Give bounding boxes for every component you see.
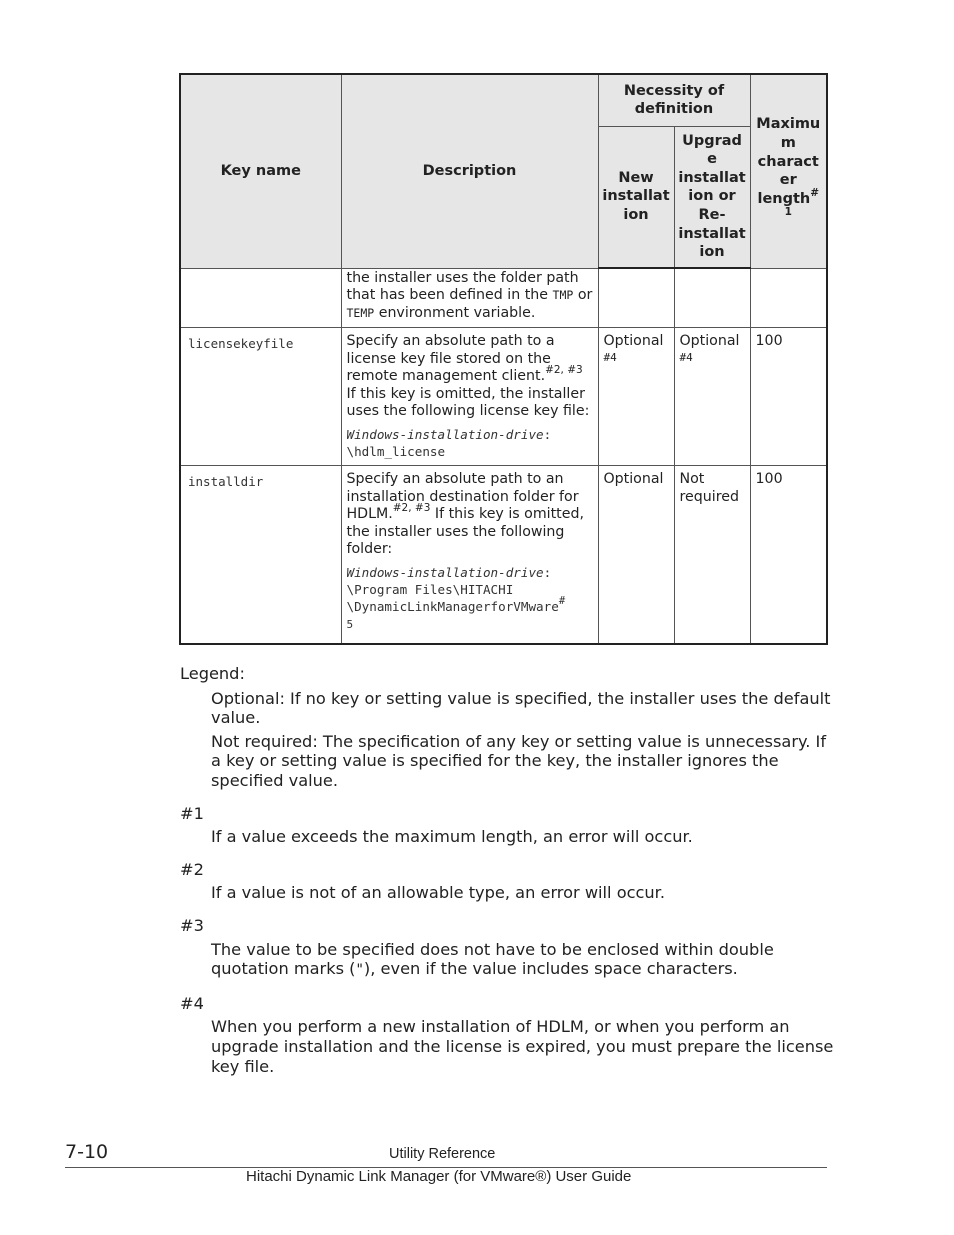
note-2-text: If a value is not of an allowable type, an error will occur.	[211, 883, 665, 903]
example-drive: Windows-installation-drive	[346, 426, 544, 442]
example-path-line: \hdlm_license	[346, 443, 446, 459]
example-path	[347, 564, 593, 633]
example-path-line: \DynamicLinkManagerforVMware	[346, 598, 559, 614]
legend-optional: Optional: If no key or setting value is specified, the installer uses the default value.	[211, 688, 831, 728]
key-definition-table	[179, 73, 828, 645]
footer-section-title: Utility Reference	[389, 1146, 496, 1162]
header-upgrade: Upgrad e installat ion or Re-installat ion	[674, 126, 750, 268]
example-path	[347, 426, 593, 460]
note-4-text: When you perform a new installation of HDLM, or when you perform an upgrade installation and the license is expired, you must prepare the license key file.	[211, 1017, 834, 1076]
header-necessity: Necessity of definition	[598, 74, 750, 126]
desc-text: Specify an absolute path to a license key file stored on the remote management client.	[346, 333, 555, 384]
table-row	[180, 466, 827, 644]
cell-max: 100	[750, 328, 827, 466]
footer-guide-title: Hitachi Dynamic Link Manager (for VMware®) User Guide	[246, 1168, 632, 1185]
desc-sup: #2, #3	[392, 502, 431, 515]
cell-upgrade: Not required	[674, 466, 750, 644]
example-drive: Windows-installation-drive	[346, 564, 544, 580]
new-value: Optional	[603, 333, 664, 349]
example-colon: :	[543, 426, 552, 442]
desc-text: Specify an absolute path to an installation destination folder for HDLM.	[346, 471, 579, 522]
table-row	[180, 268, 827, 328]
desc-sup: #2, #3	[545, 364, 583, 377]
header-max-length	[750, 74, 827, 268]
note-4-label: #4	[180, 993, 204, 1013]
header-description: Description	[341, 74, 598, 268]
desc-text: If this key is omitted, the installer uses the following folder:	[346, 506, 584, 557]
example-note-number: 5	[346, 617, 354, 631]
cell-key: licensekeyfile	[180, 328, 341, 466]
note-1-text: If a value exceeds the maximum length, an error will occur.	[211, 827, 693, 847]
note-3-text-a: The value to be specified does not have to be enclosed within double quotation marks (	[211, 939, 774, 979]
quote-char: "	[355, 962, 364, 979]
note-3-label: #3	[180, 915, 204, 935]
cell-max: 100	[750, 466, 827, 644]
cell-key: installdir	[180, 466, 341, 644]
desc-text: If this key is omitted, the installer uses the following license key file:	[346, 385, 590, 419]
new-note: #4	[603, 350, 617, 364]
cell-upgrade	[674, 328, 750, 466]
note-1-label: #1	[180, 803, 204, 823]
note-3-text	[211, 940, 840, 981]
table-row	[180, 328, 827, 466]
example-path-line: \Program Files\HITACHI	[346, 581, 514, 597]
cell-description	[341, 328, 598, 466]
page-number: 7-10	[65, 1141, 109, 1163]
cell-description	[341, 466, 598, 644]
upgrade-note: #4	[679, 350, 693, 364]
desc-text: environment variable.	[374, 304, 536, 321]
example-sup: #	[558, 595, 566, 608]
cell-new-empty	[598, 268, 674, 328]
cell-key-empty	[180, 268, 341, 328]
cell-description	[341, 268, 598, 328]
upgrade-value: Optional	[679, 333, 740, 349]
cell-new	[598, 328, 674, 466]
temp-code: TEMP	[346, 305, 375, 320]
cell-new: Optional	[598, 466, 674, 644]
notes-section	[180, 664, 840, 1076]
header-new-install: New installat ion	[598, 126, 674, 268]
example-colon: :	[543, 564, 552, 580]
tmp-code: TMP	[552, 288, 574, 302]
header-max-length-text: Maximu m charact er length	[756, 116, 821, 207]
desc-text: the installer uses the folder path that has been defined in the	[346, 269, 579, 303]
legend-not-required: Not required: The specification of any key or setting value is unnecessary. If a key or setting value is specified for the key, the installer ignores the specified value.	[211, 731, 827, 790]
note-3-text-b: ), even if the value includes space characters.	[363, 959, 738, 979]
legend-label: Legend:	[180, 664, 245, 683]
cell-max-empty	[750, 268, 827, 328]
header-max-length-note: # 1	[784, 187, 820, 218]
header-key-name: Key name	[180, 74, 341, 268]
desc-text: or	[573, 287, 593, 303]
note-2-label: #2	[180, 859, 204, 879]
cell-upgrade-empty	[674, 268, 750, 328]
